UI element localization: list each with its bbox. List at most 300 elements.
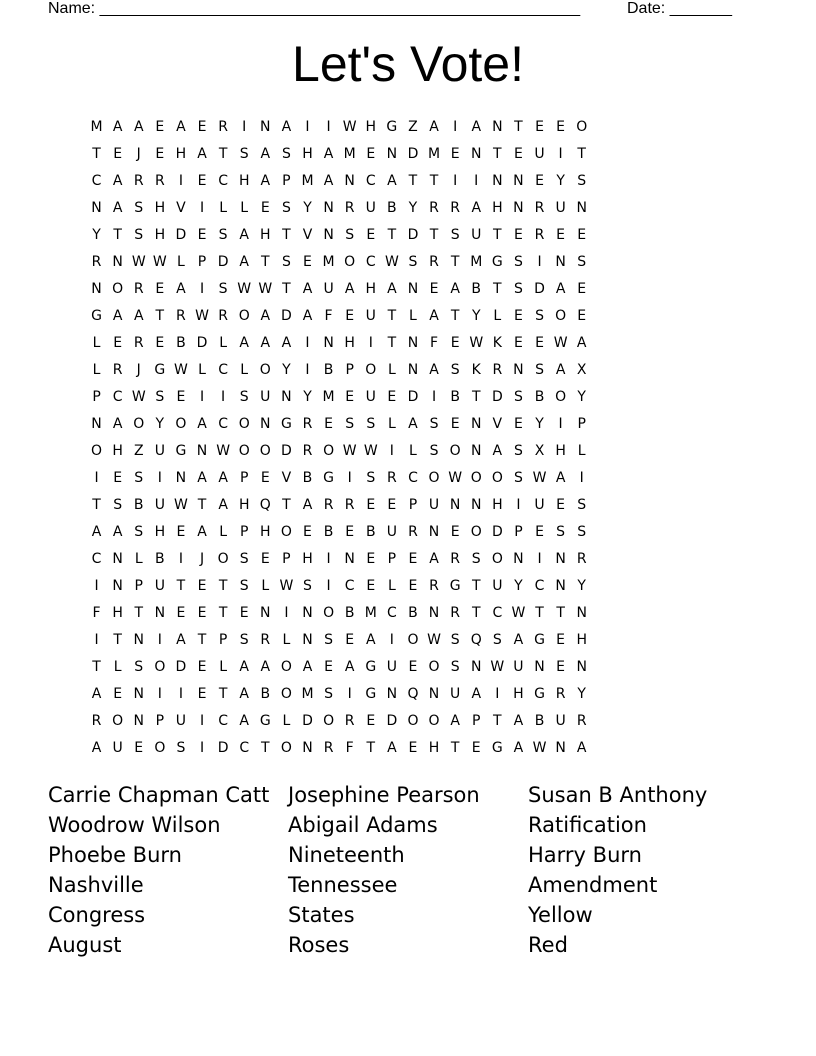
grid-letter: L: [177, 253, 185, 270]
grid-letter: U: [471, 226, 482, 243]
grid-letter: P: [155, 712, 165, 729]
grid-letter: R: [344, 712, 355, 729]
grid-letter: N: [386, 685, 398, 702]
word-bank-item: Nashville: [48, 873, 144, 897]
grid-letter: N: [428, 523, 440, 540]
grid-letter: Y: [535, 415, 544, 432]
grid-letter: C: [218, 712, 228, 729]
grid-letter: O: [428, 712, 440, 729]
grid-letter: E: [345, 307, 355, 324]
grid-letter: E: [366, 496, 376, 513]
grid-letter: R: [576, 712, 587, 729]
grid-letter: D: [175, 658, 187, 675]
grid-letter: M: [322, 253, 335, 270]
grid-letter: E: [155, 280, 165, 297]
grid-letter: E: [513, 145, 523, 162]
grid-letter: S: [408, 253, 418, 270]
grid-letter: R: [429, 253, 439, 270]
grid-letter: N: [470, 442, 482, 459]
grid-letter: D: [302, 712, 313, 729]
grid-letter: Y: [282, 361, 291, 378]
grid-letter: B: [155, 550, 165, 567]
grid-letter: T: [282, 280, 291, 297]
grid-letter: V: [302, 226, 313, 243]
grid-letter: A: [176, 631, 186, 648]
grid-letter: R: [555, 685, 566, 702]
word-bank-item: Josephine Pearson: [288, 783, 480, 807]
grid-letter: R: [344, 199, 355, 216]
grid-letter: E: [176, 388, 186, 405]
grid-letter: A: [302, 280, 313, 297]
grid-letter: A: [260, 334, 271, 351]
grid-letter: A: [492, 442, 503, 459]
grid-letter: I: [157, 469, 162, 486]
grid-letter: S: [345, 415, 355, 432]
grid-letter: A: [471, 685, 482, 702]
grid-letter: S: [513, 388, 523, 405]
grid-letter: A: [197, 145, 207, 162]
grid-letter: O: [491, 550, 503, 567]
grid-letter: E: [366, 577, 376, 594]
grid-letter: U: [428, 496, 440, 513]
grid-letter: A: [133, 118, 144, 135]
grid-letter: Y: [92, 226, 101, 243]
grid-letter: N: [449, 496, 461, 513]
grid-letter: I: [326, 118, 331, 135]
grid-letter: C: [534, 577, 545, 594]
grid-letter: Y: [514, 577, 523, 594]
grid-letter: S: [535, 361, 544, 378]
grid-letter: P: [472, 712, 481, 729]
grid-row: [86, 599, 592, 626]
grid-letter: T: [450, 253, 460, 270]
grid-letter: I: [199, 280, 205, 297]
grid-letter: T: [387, 334, 397, 351]
grid-letter: E: [577, 307, 587, 324]
grid-letter: H: [492, 496, 503, 513]
grid-letter: T: [92, 496, 101, 513]
grid-letter: P: [92, 388, 101, 405]
grid-letter: D: [534, 280, 545, 297]
grid-letter: N: [555, 253, 566, 270]
grid-letter: L: [219, 658, 228, 675]
grid-letter: T: [493, 226, 502, 243]
grid-letter: S: [513, 442, 523, 459]
grid-letter: N: [323, 199, 334, 216]
grid-letter: O: [112, 712, 124, 729]
grid-row: [86, 707, 592, 734]
grid-letter: N: [260, 118, 271, 135]
grid-letter: N: [407, 334, 419, 351]
grid-letter: T: [92, 658, 101, 675]
grid-letter: H: [428, 739, 440, 756]
grid-letter: O: [154, 658, 166, 675]
grid-letter: S: [577, 496, 587, 513]
grid-letter: S: [218, 280, 228, 297]
grid-letter: E: [535, 334, 544, 351]
grid-letter: E: [303, 253, 312, 270]
grid-letter: Y: [155, 415, 165, 432]
grid-letter: H: [154, 226, 166, 243]
grid-letter: O: [344, 253, 356, 270]
grid-letter: A: [260, 145, 271, 162]
grid-letter: E: [113, 334, 123, 351]
grid-letter: E: [513, 226, 523, 243]
grid-letter: D: [407, 388, 419, 405]
grid-letter: C: [218, 415, 228, 432]
grid-letter: O: [280, 685, 292, 702]
grid-letter: T: [176, 577, 186, 594]
grid-letter: S: [450, 631, 460, 648]
grid-letter: O: [407, 712, 419, 729]
grid-letter: L: [92, 334, 101, 351]
grid-letter: M: [322, 388, 335, 405]
grid-letter: U: [175, 712, 187, 729]
grid-letter: J: [136, 361, 141, 378]
grid-letter: A: [576, 334, 587, 351]
grid-letter: G: [175, 442, 187, 459]
grid-letter: N: [576, 604, 587, 621]
grid-letter: B: [534, 388, 545, 405]
grid-letter: I: [326, 550, 331, 567]
grid-letter: I: [389, 631, 394, 648]
grid-letter: I: [199, 388, 205, 405]
grid-letter: C: [218, 172, 228, 189]
grid-letter: S: [535, 307, 544, 324]
grid-letter: E: [408, 550, 418, 567]
grid-letter: I: [453, 118, 458, 135]
page-title: Let's Vote!: [292, 36, 524, 92]
grid-letter: A: [387, 172, 397, 189]
grid-letter: R: [450, 550, 460, 567]
grid-letter: G: [491, 253, 503, 270]
grid-letter: E: [366, 550, 376, 567]
grid-letter: A: [197, 523, 207, 540]
grid-row: [86, 545, 592, 572]
grid-letter: G: [323, 469, 334, 486]
word-bank-item: Nineteenth: [288, 843, 405, 867]
grid-letter: A: [429, 118, 439, 135]
grid-letter: G: [91, 307, 102, 324]
grid-letter: W: [258, 280, 273, 297]
grid-letter: W: [532, 469, 547, 486]
grid-letter: E: [450, 145, 460, 162]
grid-letter: T: [261, 253, 270, 270]
grid-letter: H: [112, 604, 123, 621]
grid-letter: H: [492, 199, 503, 216]
grid-letter: N: [428, 685, 440, 702]
grid-letter: D: [407, 226, 419, 243]
grid-letter: S: [134, 658, 144, 675]
grid-letter: L: [387, 577, 396, 594]
grid-letter: U: [555, 199, 566, 216]
grid-letter: T: [197, 631, 207, 648]
grid-letter: U: [555, 712, 566, 729]
grid-letter: E: [345, 523, 355, 540]
grid-letter: B: [133, 496, 144, 513]
grid-letter: R: [133, 334, 144, 351]
grid-letter: A: [302, 496, 313, 513]
grid-row: [86, 329, 592, 356]
grid-letter: S: [303, 577, 312, 594]
grid-letter: E: [155, 118, 165, 135]
grid-letter: C: [218, 361, 228, 378]
grid-letter: N: [91, 280, 102, 297]
grid-letter: N: [344, 550, 355, 567]
grid-letter: E: [113, 469, 123, 486]
grid-row: [86, 464, 592, 491]
grid-letter: E: [408, 577, 418, 594]
grid-letter: E: [345, 388, 355, 405]
word-bank-item: Harry Burn: [528, 843, 642, 867]
grid-letter: E: [260, 469, 270, 486]
grid-letter: B: [534, 712, 545, 729]
grid-letter: O: [280, 523, 292, 540]
grid-row: [86, 140, 592, 167]
grid-letter: P: [282, 172, 291, 189]
grid-letter: L: [409, 442, 417, 459]
grid-letter: O: [175, 415, 187, 432]
grid-letter: H: [302, 145, 313, 162]
grid-letter: I: [347, 469, 352, 486]
grid-letter: W: [363, 442, 378, 459]
grid-letter: S: [134, 469, 144, 486]
grid-letter: A: [344, 280, 355, 297]
grid-letter: O: [323, 712, 335, 729]
grid-letter: E: [197, 226, 207, 243]
grid-letter: N: [112, 253, 123, 270]
grid-letter: S: [239, 631, 249, 648]
grid-letter: A: [344, 658, 355, 675]
grid-letter: N: [513, 550, 524, 567]
grid-letter: N: [534, 658, 545, 675]
grid-letter: S: [513, 280, 523, 297]
word-bank-item: August: [48, 933, 122, 957]
grid-letter: R: [534, 199, 545, 216]
grid-letter: A: [387, 739, 397, 756]
grid-letter: N: [470, 658, 482, 675]
grid-row: [86, 680, 592, 707]
grid-letter: R: [492, 361, 503, 378]
grid-letter: B: [176, 334, 186, 351]
grid-letter: O: [133, 415, 145, 432]
grid-letter: U: [534, 496, 545, 513]
grid-letter: I: [368, 334, 373, 351]
grid-letter: S: [450, 226, 460, 243]
grid-letter: R: [176, 307, 186, 324]
grid-letter: B: [344, 604, 355, 621]
grid-letter: S: [176, 739, 186, 756]
grid-letter: I: [474, 172, 479, 189]
word-bank-item: Red: [528, 933, 568, 957]
grid-letter: G: [259, 712, 271, 729]
grid-letter: T: [197, 496, 207, 513]
grid-letter: B: [387, 199, 397, 216]
grid-letter: P: [514, 523, 523, 540]
grid-letter: A: [450, 280, 460, 297]
grid-letter: I: [495, 685, 500, 702]
grid-letter: N: [513, 361, 524, 378]
grid-letter: I: [537, 253, 542, 270]
grid-letter: N: [323, 334, 334, 351]
grid-letter: E: [345, 631, 355, 648]
word-bank-item: Susan B Anthony: [528, 783, 708, 807]
grid-letter: A: [429, 361, 439, 378]
grid-letter: T: [218, 145, 228, 162]
grid-letter: N: [281, 388, 292, 405]
grid-letter: B: [471, 280, 482, 297]
grid-letter: R: [450, 604, 460, 621]
grid-letter: Q: [259, 496, 271, 513]
grid-letter: L: [219, 523, 228, 540]
grid-letter: A: [323, 145, 334, 162]
grid-letter: T: [429, 226, 439, 243]
grid-letter: G: [386, 118, 398, 135]
grid-letter: E: [577, 280, 587, 297]
grid-letter: R: [302, 442, 313, 459]
grid-letter: T: [577, 145, 586, 162]
grid-letter: S: [281, 199, 291, 216]
grid-letter: P: [282, 550, 291, 567]
grid-letter: L: [113, 658, 122, 675]
grid-letter: E: [155, 334, 165, 351]
grid-letter: O: [491, 469, 503, 486]
grid-letter: I: [157, 685, 162, 702]
grid-letter: I: [558, 145, 563, 162]
grid-letter: C: [112, 388, 123, 405]
grid-letter: R: [576, 550, 587, 567]
grid-letter: D: [491, 523, 503, 540]
grid-letter: I: [178, 685, 183, 702]
grid-letter: O: [323, 442, 335, 459]
grid-letter: T: [155, 307, 165, 324]
grid-letter: F: [92, 604, 101, 621]
grid-letter: A: [91, 685, 102, 702]
grid-letter: N: [344, 172, 355, 189]
grid-letter: N: [133, 631, 144, 648]
grid-letter: A: [450, 712, 460, 729]
grid-letter: Q: [470, 631, 482, 648]
grid-letter: A: [471, 199, 482, 216]
word-bank-item: Abigail Adams: [288, 813, 438, 837]
grid-row: [86, 410, 592, 437]
grid-letter: M: [90, 118, 103, 135]
grid-letter: I: [431, 388, 437, 405]
grid-letter: W: [216, 442, 231, 459]
grid-letter: B: [260, 685, 271, 702]
grid-letter: L: [219, 199, 228, 216]
grid-letter: S: [429, 442, 439, 459]
grid-letter: E: [513, 307, 523, 324]
grid-letter: S: [134, 199, 144, 216]
grid-letter: S: [345, 226, 355, 243]
grid-letter: S: [366, 415, 376, 432]
grid-letter: C: [239, 739, 250, 756]
grid-letter: G: [449, 577, 461, 594]
grid-letter: D: [217, 739, 229, 756]
grid-letter: T: [218, 685, 228, 702]
grid-letter: X: [534, 442, 545, 459]
grid-letter: S: [239, 388, 249, 405]
grid-letter: I: [537, 550, 542, 567]
grid-letter: A: [555, 280, 566, 297]
grid-letter: I: [199, 739, 205, 756]
grid-letter: E: [303, 523, 312, 540]
grid-letter: E: [556, 226, 566, 243]
grid-letter: N: [513, 199, 524, 216]
grid-letter: U: [154, 442, 165, 459]
grid-letter: V: [176, 199, 186, 216]
grid-letter: S: [239, 145, 249, 162]
grid-letter: S: [429, 415, 439, 432]
grid-letter: A: [176, 118, 186, 135]
grid-letter: I: [94, 577, 99, 594]
grid-letter: T: [471, 388, 481, 405]
grid-letter: T: [429, 172, 439, 189]
grid-letter: S: [366, 469, 376, 486]
grid-letter: N: [470, 496, 482, 513]
grid-letter: C: [386, 604, 397, 621]
grid-letter: N: [91, 199, 102, 216]
grid-letter: U: [450, 685, 461, 702]
grid-letter: A: [218, 469, 228, 486]
grid-letter: E: [450, 415, 460, 432]
grid-letter: A: [239, 334, 249, 351]
grid-letter: A: [197, 415, 207, 432]
grid-letter: R: [133, 172, 144, 189]
grid-letter: E: [535, 118, 544, 135]
grid-letter: A: [176, 280, 186, 297]
grid-letter: P: [134, 577, 143, 594]
grid-letter: D: [491, 388, 503, 405]
grid-letter: W: [174, 496, 188, 513]
grid-letter: L: [409, 307, 417, 324]
grid-letter: N: [386, 145, 398, 162]
grid-letter: E: [556, 118, 566, 135]
grid-letter: N: [260, 415, 271, 432]
grid-letter: S: [577, 253, 587, 270]
grid-letter: O: [112, 280, 124, 297]
grid-letter: G: [365, 658, 377, 675]
grid-letter: E: [366, 712, 376, 729]
grid-letter: H: [555, 442, 566, 459]
grid-letter: E: [556, 631, 566, 648]
grid-letter: P: [577, 415, 586, 432]
grid-letter: Y: [577, 388, 586, 405]
grid-letter: U: [492, 577, 503, 594]
grid-letter: N: [576, 199, 587, 216]
grid-letter: A: [555, 361, 566, 378]
grid-letter: S: [134, 523, 144, 540]
grid-letter: I: [516, 496, 521, 513]
name-field: Name: ______________________________________________________: [48, 0, 581, 17]
grid-letter: Y: [471, 307, 481, 324]
word-bank-item: States: [288, 903, 355, 927]
grid-letter: H: [513, 685, 524, 702]
grid-letter: N: [302, 631, 313, 648]
grid-letter: I: [326, 577, 331, 594]
grid-letter: A: [387, 280, 397, 297]
grid-letter: W: [427, 631, 441, 648]
grid-letter: R: [218, 307, 228, 324]
grid-letter: E: [471, 739, 481, 756]
grid-letter: I: [178, 172, 183, 189]
grid-letter: X: [576, 361, 587, 378]
grid-letter: T: [450, 307, 460, 324]
grid-letter: N: [112, 577, 123, 594]
grid-letter: O: [407, 631, 419, 648]
grid-letter: K: [492, 334, 502, 351]
